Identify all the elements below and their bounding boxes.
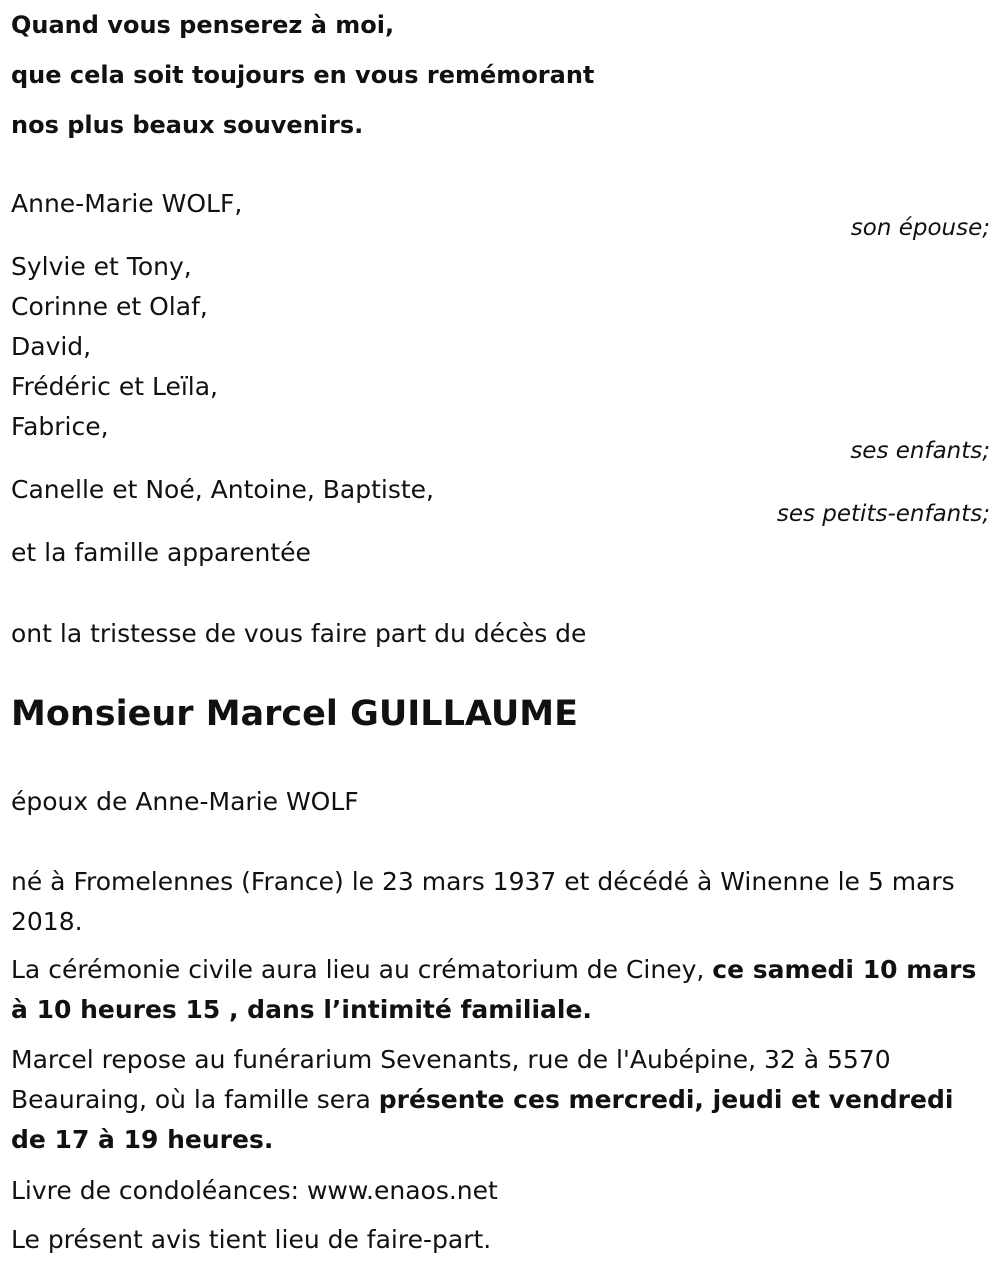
spouse-role: son épouse; — [850, 215, 990, 241]
ceremony-paragraph — [11, 950, 986, 1030]
visitation-text: Marcel repose au funérarium Sevenants, rue de l'Aubépine, 32 à 5570 Beauraing, où la famille sera — [11, 1045, 891, 1114]
condolences-line: Livre de condoléances: www.enaos.net — [11, 1176, 498, 1205]
poem-line-3: nos plus beaux souvenirs. — [11, 111, 364, 139]
child-4: Frédéric et Leïla, — [11, 372, 218, 401]
child-2: Corinne et Olaf, — [11, 292, 208, 321]
grandchildren-names: Canelle et Noé, Antoine, Baptiste, — [11, 475, 434, 504]
spouse-name: Anne-Marie WOLF, — [11, 189, 243, 218]
child-1: Sylvie et Tony, — [11, 252, 192, 281]
child-5: Fabrice, — [11, 412, 109, 441]
birth-death: né à Fromelennes (France) le 23 mars 1937 et décédé à Winenne le 5 mars 2018. — [11, 867, 955, 936]
deceased-name: Monsieur Marcel GUILLAUME — [11, 694, 579, 734]
children-role: ses enfants; — [850, 438, 990, 464]
ceremony-details: ce samedi 10 mars à 10 heures 15 , dans l’intimité familiale. — [11, 955, 977, 1024]
child-3: David, — [11, 332, 92, 361]
visitation-details: présente ces mercredi, jeudi et vendredi de 17 à 19 heures. — [11, 1085, 954, 1154]
announcement: ont la tristesse de vous faire part du décès de — [11, 619, 587, 648]
poem-line-1: Quand vous penserez à moi, — [11, 11, 395, 39]
relatives: et la famille apparentée — [11, 538, 311, 567]
closing-line: Le présent avis tient lieu de faire-part. — [11, 1225, 492, 1254]
ceremony-text: La cérémonie civile aura lieu au crématorium de Ciney, — [11, 955, 713, 984]
poem-line-2: que cela soit toujours en vous remémorant — [11, 61, 595, 89]
visitation-paragraph — [11, 1040, 986, 1160]
spouse-of: époux de Anne-Marie WOLF — [11, 787, 359, 816]
grandchildren-role: ses petits-enfants; — [776, 501, 990, 527]
